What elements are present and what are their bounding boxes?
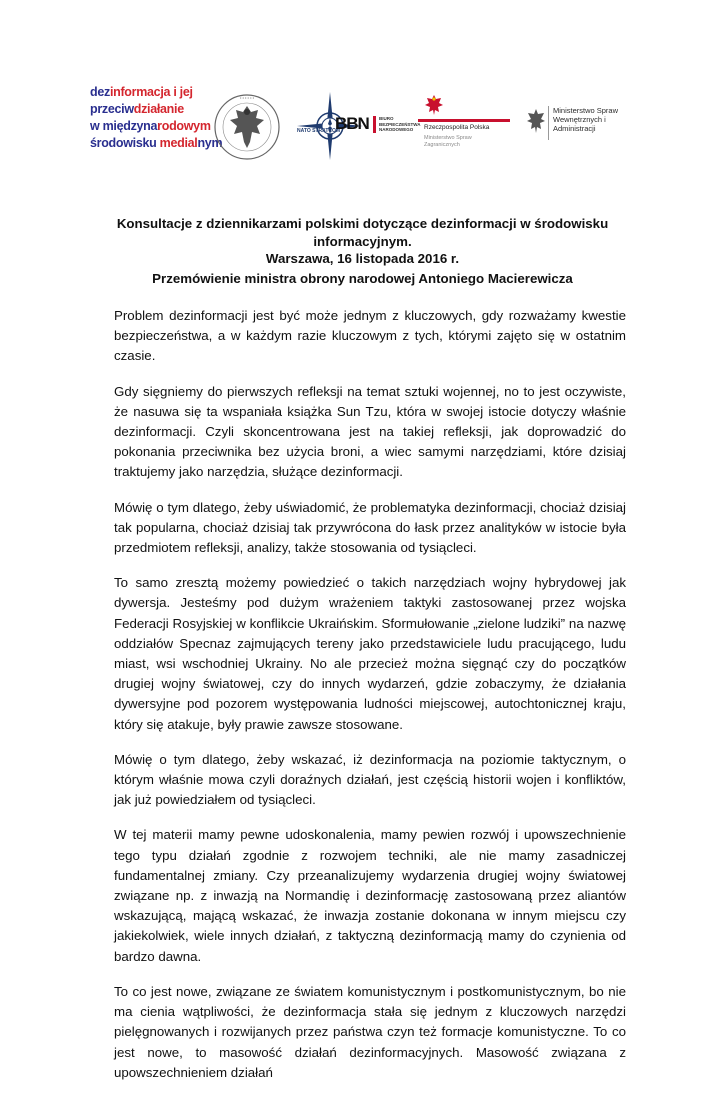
- wordmark-segment: w międzyna: [90, 119, 158, 133]
- wordmark-segment: środowisku: [90, 136, 160, 150]
- wordmark-line: [90, 118, 211, 135]
- document-body: [114, 306, 626, 1098]
- wordmark-segment: działanie: [133, 102, 184, 116]
- body-paragraph: Problem dezinformacji jest być może jednym z kluczowych, gdy rozważamy kwestie bezpieczeństwa, a w każdym razie kluczowym z tych, którymi zajęto się w ostatnim czasie.: [114, 308, 626, 364]
- bbn-divider: [373, 116, 376, 133]
- msz-country: Rzeczpospolita Polska: [424, 124, 490, 131]
- wordmark-segment: informacja i jej: [109, 85, 193, 99]
- body-paragraph: Gdy sięgniemy do pierwszych refleksji na temat sztuki wojennej, no to jest oczywiste, że nasuwa się ta wspaniała książka Sun Tzu, która w swojej istocie dotyczy właśnie dezinformacji. Czyli skoncentrowana jest na takiej refleksji, jak doprowadzić do pokonania przeciwnika bez użycia broni, a wiec samymi narzędziami, które dzisiaj traktujemy jako narzędzia, służące dezinformacji.: [114, 383, 626, 480]
- body-paragraph: W tej materii mamy pewne udoskonalenia, mamy pewien rozwój i upowszechnienie tego typu działań zgodnie z rozwojem techniki, ale nie mamy zasadniczej fundamentalnej zmiany. Czy przeanalizujemy wydarzenia drugiej wojny światowej związane np. z inwazją na Normandię i dezinformację zastosowaną przez aliantów wskazującą, mającą wskazać, że inwazja zostanie dokonana w innym miejscu czy jakiekolwiek, wiele innych działań, z taktyczną dezinformacją mamy do czynienia od bardzo dawna.: [114, 827, 626, 964]
- body-paragraph: To samo zresztą możemy powiedzieć o takich narzędziach wojny hybrydowej jak dywersja. Jesteśmy pod dużym wrażeniem taktyki zastosowanej przez wojska Federacji Rosyjskiej w konflikcie Ukraińskim. Sformułowanie „zielone ludziki” na nazwę oddziałów Specnaz zajmujących tereny jako przedstawiciele ludu pracującego, ludu miast, wsi wschodniej Ukrainy. No ale przecież można sięgnąć czy do początków drugiej wojny światowej, czy do innych wydarzeń, gdzie zobaczymy, że działania dywersyjne pod pozorem występowania ludności miejscowej, autochtonicznej kraju, który się atakuje, były prawie zawsze stosowane.: [114, 575, 626, 732]
- wordmark-line: [90, 135, 223, 152]
- document-title: [100, 215, 625, 268]
- body-paragraph: Mówię o tym dlatego, żeby uświadomić, że problematyka dezinformacji, chociaż dzisiaj tak popularna, chociaż dzisiaj tak przywrócona do łask przez analityków w istocie była przedmiotem refleksji, analizy, także stosowania od tysiącleci.: [114, 499, 626, 556]
- wordmark-segment: przeciw: [90, 102, 134, 116]
- bbn-mark: BBN: [335, 114, 369, 133]
- nato-label: NATO STRATCOM: [297, 128, 341, 134]
- wordmark-line: [90, 84, 200, 101]
- wordmark-line: [90, 101, 200, 118]
- msz-logo: [418, 94, 510, 169]
- eagle-emblem-icon: [526, 108, 546, 134]
- msz-red-rule: [418, 119, 510, 122]
- mswia-separator: [548, 106, 549, 140]
- document-subtitle: Przemówienie ministra obrony narodowej Antoniego Macierewicza: [152, 271, 573, 286]
- date-line: Warszawa, 16 listopada 2016 r.: [265, 251, 460, 266]
- body-paragraph: To co jest nowe, związane ze światem komunistycznym i postkomunistycznym, bo nie ma cienia wątpliwości, że dezinformacja stała się jednym z kluczowych narzędzi pielęgnowanych i rozwijanych przez państwa czyn też formacje komunistyczne. To co jest nowe, to masowość działań dezinformacyjnych. Masowość związana z upowszechnieniem działań: [114, 983, 626, 1080]
- svg-text:• • • • • •: • • • • • •: [240, 95, 254, 100]
- eagle-emblem-icon: [424, 94, 444, 116]
- wordmark-segment: rodowym: [157, 119, 211, 133]
- wordmark-segment: dez: [90, 85, 110, 99]
- bbn-name: BIURO BEZPIECZEŃSTWA NARODOWEGO: [379, 116, 421, 133]
- wordmark-segment: medial: [159, 136, 198, 150]
- msz-ministry: Ministerstwo Spraw Zagranicznych: [424, 135, 472, 148]
- logo-strip: [90, 84, 650, 174]
- wordmark-segment: nym: [197, 136, 223, 150]
- eagle-seal-logo: [212, 92, 282, 162]
- title-line: Konsultacje z dziennikarzami polskimi dotyczące dezinformacji w środowisku informacyjnym.: [116, 216, 609, 249]
- mswia-name: Ministerstwo Spraw Wewnętrznych i Administracji: [553, 106, 619, 133]
- campaign-wordmark-logo: [90, 84, 223, 152]
- mswia-logo: [526, 102, 646, 152]
- body-paragraph: Mówię o tym dlatego, żeby wskazać, iż dezinformacja na poziomie taktycznym, o którym właśnie mowa czyli doraźnych działań, jest częścią historii wojen i konfliktów, jak już powiedziałem od tysiącleci.: [114, 751, 626, 808]
